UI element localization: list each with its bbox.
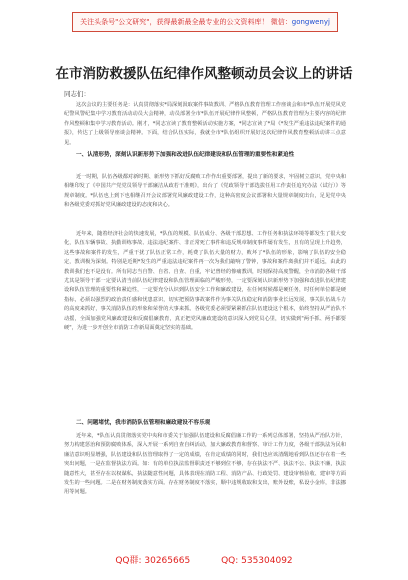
paragraph-4 xyxy=(64,432,346,498)
contact-footer xyxy=(0,553,408,566)
document-title: 在市消防救援队伍纪律作风整顿动员会议上的讲话 xyxy=(55,66,353,82)
banner-wechat-id: gongwenyj xyxy=(291,18,330,26)
paragraph-3 xyxy=(64,230,346,333)
banner-text: 关注头条号"公文研究"，获得最新最全最专业的公文资料库！ 微信： xyxy=(80,18,292,26)
footer-qq: QQ: 535304092 xyxy=(221,556,293,566)
paragraph-text: 近年来，随着经济社会的快速发展，*队伍的规模、队伍成分、各级干部思想、工作任务和执法环境等都发生了很大变化，队伍车辆事故、执勤训练事故、违法违纪案件、非正常死亡事件和违反规章制度事件屡有发生，且有的呈现上升趋势，这些事故和案件的发生，严重干扰了队伍正常工作，耗费了队伍大量的财力，败坏了*队伍的形象，影响了队伍的安全稳定，教训极为深刻。特别是近期*发生的严重违法违纪案件再一次为我们敲响了警钟，事故和案件离我们并不遥远，由此的教训我们也不是没有。所有同志当自警、自省、自查、自重，牢记曾经的惨痛教训，时刻保持高度警醒，全市消防各级干部尤其是领导干部一定要认清当前队伍纪律建设和队伍管理面临的严峻形势，一定要深刻认识新形势下加强和改进队伍纪律建设和队伍管理的重要性和紧迫性，一定要充分认识到队伍安全工作和廉政建设，在任何时候都是硬任务，时任何单位都是硬指标，必须以强烈的政治责任感和忧患意识，切实把预防事故案件作为事关队伍稳定和消防事业长远发展，事关队伍战斗力的高度来抓好，事关消防队伍的形象和荣誉的大事来抓。各级党委必须要紧紧抓住队伍建设这个根本，始终坚持从严治队不动摇，全面加强党风廉政建设和反腐倡廉教育，真正把党风廉政建设的意识深入到党员心里，切实做到"两手抓、两手都要硬"，为进一步开创全市消防工作新局面奠定坚实的基础。 xyxy=(64,231,346,332)
promo-banner xyxy=(72,12,338,32)
paragraph-2 xyxy=(64,173,346,211)
footer-qq-group: QQ群: 30265665 xyxy=(115,556,191,566)
paragraph-intro xyxy=(64,101,346,148)
paragraph-text: 近年来，*队伍认真贯彻落实党中央和市委关于加强队伍建设和反腐倡廉工作的一系列总体部署，坚持从严治队方针，努力构建惩治和预防腐败体系，深入开展一系列自查自纠活动，加大廉政教育和督察、审计工作力度，各级干部执法为民和廉洁意识明显增强，队伍建设和队伍管理取得了一定的成绩，在肯定成绩的同时，我们也应该清醒地看到队伍还存在着一些突出问题，一是在监督执法方面。如：有的单位执法监督职责还不够到位不够，存在执法不严、执法不公、执法不廉，执法随意性大，甚至存在以权谋私，执法随意性问题，具体表现在消防工程、消防产品、行政处罚、建设审核验收、建审等方面发生的一些问题。二是在财务制度落实方面。存在财务制度不落实，顺中违规收取和支出，账外设账，私设小金库，非法挪用等问题。 xyxy=(64,433,346,496)
section-heading-1: 一、认清形势，深刻认识新形势下加强和改进队伍纪律建设和队伍管理的重要性和紧迫性 xyxy=(76,152,295,158)
section-heading-2: 二、问题堵忧，我市消防队伍管理和廉政建设不容乐观 xyxy=(76,420,211,426)
paragraph-text: 近一时期，队伍各级都对新时期、新形势下抓好反腐败工作作出重要部署，提出了新的要求，牢固树立意识，党中央和相继印发了《中国共产党党员领导干部廉洁从政若干准则》，出台了《党政领导干部选拔任用工作责任追究办法（试行）》等规章制度。*队伍也上到下也相继召开会议部署党风廉政建设工作，这种高密度会议部署和大量规章制度出台，足见党中央和各级党委对抓好党风廉政建设的态度和决心。 xyxy=(64,174,346,209)
paragraph-text: 这次会议的主要任务是：认真贯彻落实*局深刻汲取案件事故教训、严格队伍教育管理工作座谈会和市*队伍开展党风党纪警风警纪集中学习教育活动动员大会精神，动员部署全市*队伍开展纪律作风整顿，严格队伍教育管理为主要内容的纪律作风整顿和集中学习教育活动。刚才，*同志宣读了教育整顿活动实施方案，*同志宣读了*局《*发生严重违法违纪案件的通报》，传达了上级领导座谈会精神。下面，结合队伍实际，我就全市*队伍组织开展好这次纪律作风教育整顿活动讲三点意见。 xyxy=(64,102,346,146)
salutation: 同志们： xyxy=(64,90,90,98)
